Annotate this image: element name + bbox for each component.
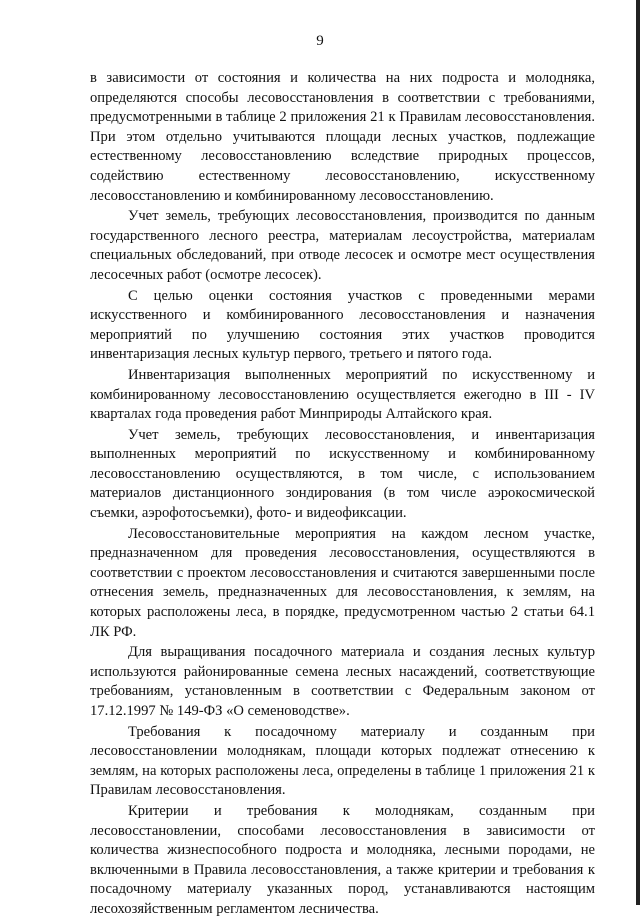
- paragraph-land-accounting: Учет земель, требующих лесовосстановления, производится по данным государственного лесного реестра, материалам лесоустройства, материалам специальных обследований, при отводе лесосек и осмотре мест осуществления лесосечных работ (осмотре лесосек).: [90, 208, 595, 283]
- page-number: 9: [316, 33, 324, 49]
- document-body: [90, 69, 595, 920]
- paragraph-reforestation-measures: Лесовосстановительные мероприятия на каждом лесном участке, предназначенном для проведения лесовосстановления, осуществляются в соответствии с проектом лесовосстановления и считаются завершенными после отнесения земель, предназначенных для лесовосстановления, к землям, на которых расположены леса, в порядке, предусмотренном частью 2 статьи 64.1 ЛК РФ.: [90, 525, 595, 640]
- paragraph-assessment: С целью оценки состояния участков с проведенными мерами искусственного и комбинированного лесовосстановления и назначения мероприятий по улучшению состояния этих участков проводится инвентаризация лесных культур первого, третьего и пятого года.: [90, 287, 595, 363]
- paragraph-continuation: в зависимости от состояния и количества на них подроста и молодняка, определяются способы лесовосстановления в соответствии с требованиями, предусмотренными в таблице 2 приложения 21 к Правилам лесовосстановления. При этом отдельно учитываются площади лесных участков, подлежащие естественному лесовосстановлению вследствие природных процессов, содействию естественному лесовосстановлению, искусственному лесовосстановлению и комбинированному лесовосстановлению.: [90, 70, 595, 204]
- paragraph-inventory: Инвентаризация выполненных мероприятий по искусственному и комбинированному лесовосстановлению осуществляется ежегодно в III - IV кварталах года проведения работ Минприроды Алтайского края.: [90, 366, 595, 423]
- scan-edge-border: [636, 0, 640, 905]
- paragraph-criteria: Критерии и требования к молоднякам, созданным при лесовосстановлении, способами лесовосстановления в зависимости от количества жизнеспособного подроста и молодняка, лесными породами, не включенными в Правила лесовосстановления, а также критерии и требования к посадочному материалу указанных пород, устанавливаются настоящим лесохозяйственным регламентом лесничества.: [90, 802, 595, 917]
- paragraph-planting-requirements: Требования к посадочному материалу и созданным при лесовосстановлении молоднякам, площади которых подлежат отнесению к землям, на которых расположены леса, определены в таблице 1 приложения 21 к Правилам лесовосстановления.: [90, 723, 595, 799]
- paragraph-seed-material: Для выращивания посадочного материала и создания лесных культур используются районированные семена лесных насаждений, соответствующие требованиям, установленным в соответствии с Федеральным законом от 17.12.1997 № 149-ФЗ «О семеноводстве».: [90, 644, 595, 719]
- paragraph-remote-sensing: Учет земель, требующих лесовосстановления, и инвентаризация выполненных мероприятий по искусственному и комбинированному лесовосстановлению осуществляются, в том числе, с использованием материалов дистанционного зондирования (в том числе аэрокосмической съемки, аэрофотосъемки), фото- и видеофиксации.: [90, 426, 595, 522]
